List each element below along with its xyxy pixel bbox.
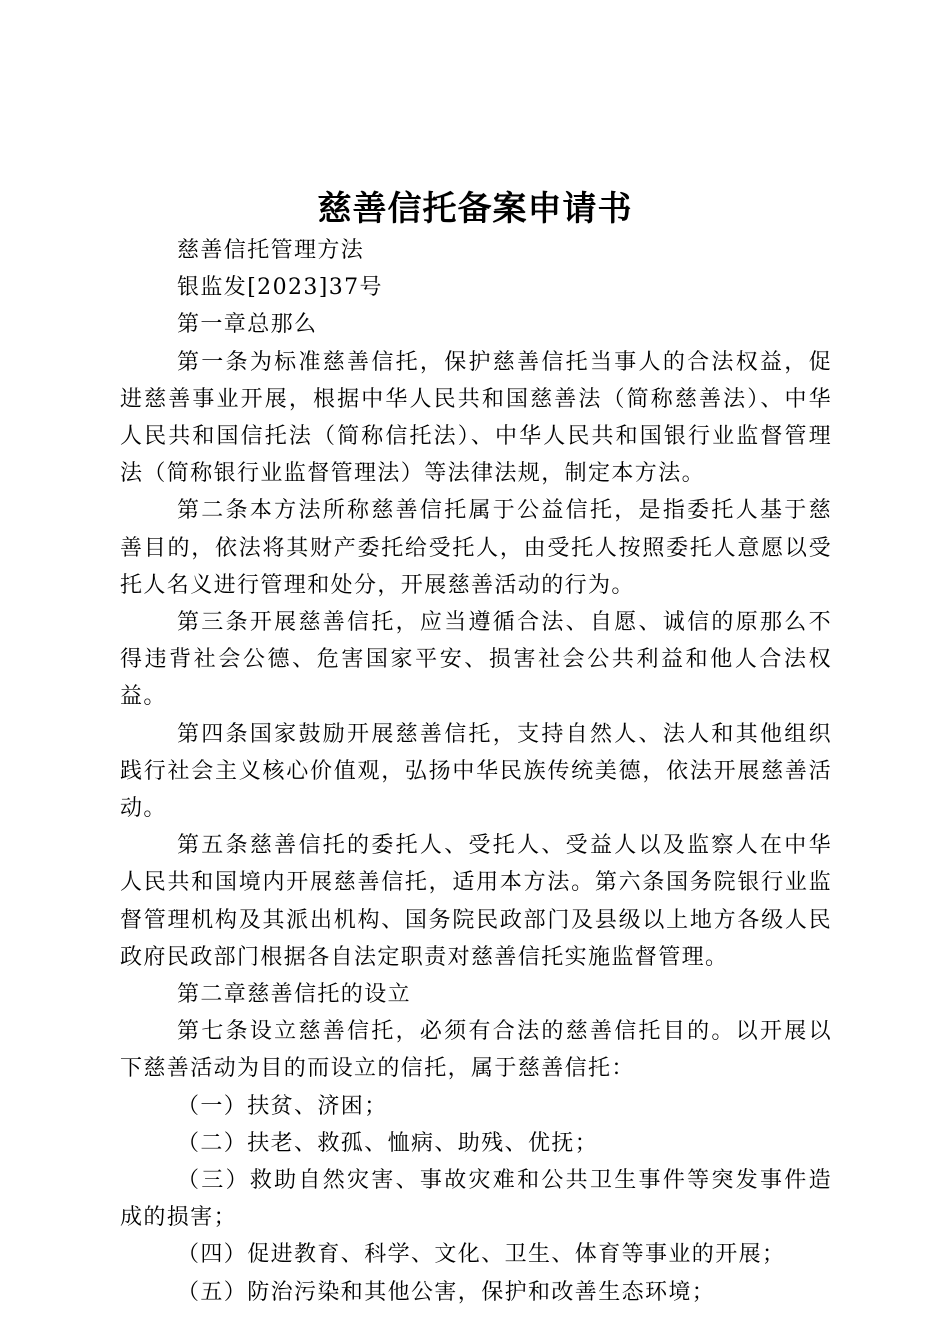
list-item-3: （三）救助自然灾害、事故灾难和公共卫生事件等突发事件造成的损害； (120, 1168, 832, 1231)
list-item-1: （一）扶贫、济困； (177, 1093, 388, 1119)
article-2: 第二条本方法所称慈善信托属于公益信托，是指委托人基于慈善目的，依法将其财产委托给受托人，由受托人按照委托人意愿以受托人名义进行管理和处分，开展慈善活动的行为。 (120, 498, 832, 598)
article-1: 第一条为标准慈善信托，保护慈善信托当事人的合法权益，促进慈善事业开展，根据中华人民共和国慈善法（简称慈善法）、中华人民共和国信托法（简称信托法）、中华人民共和国银行业监督管理法（简称银行业监督管理法）等法律法规，制定本方法。 (120, 349, 832, 487)
paragraph-document-number: 银监发[2023]37号 (177, 275, 383, 301)
document-title: 慈善信托备案申请书 (317, 189, 633, 229)
article-5-6: 第五条慈善信托的委托人、受托人、受益人以及监察人在中华人民共和国境内开展慈善信托，适用本方法。第六条国务院银行业监督管理机构及其派出机构、国务院民政部门及县级以上地方各级人民政府民政部门根据各自法定职责对慈善信托实施监督管理。 (120, 833, 832, 970)
chapter-heading-1: 第一章总那么 (177, 312, 318, 338)
list-item-5: （五）防治污染和其他公害，保护和改善生态环境； (177, 1279, 716, 1305)
article-3: 第三条开展慈善信托，应当遵循合法、自愿、诚信的原那么不得违背社会公德、危害国家平安、损害社会公共利益和他人合法权益。 (120, 610, 832, 710)
list-item-4: （四）促进教育、科学、文化、卫生、体育等事业的开展； (177, 1242, 786, 1268)
article-4: 第四条国家鼓励开展慈善信托，支持自然人、法人和其他组织践行社会主义核心价值观，弘扬中华民族传统美德，依法开展慈善活动。 (120, 721, 832, 822)
article-7: 第七条设立慈善信托，必须有合法的慈善信托目的。以开展以下慈善活动为目的而设立的信托，属于慈善信托： (120, 1019, 832, 1082)
list-item-2: （二）扶老、救孤、恤病、助残、优抚； (177, 1130, 599, 1156)
paragraph-regulation-name: 慈善信托管理方法 (177, 238, 365, 263)
document-body (120, 232, 832, 1311)
chapter-heading-2: 第二章慈善信托的设立 (177, 982, 412, 1008)
